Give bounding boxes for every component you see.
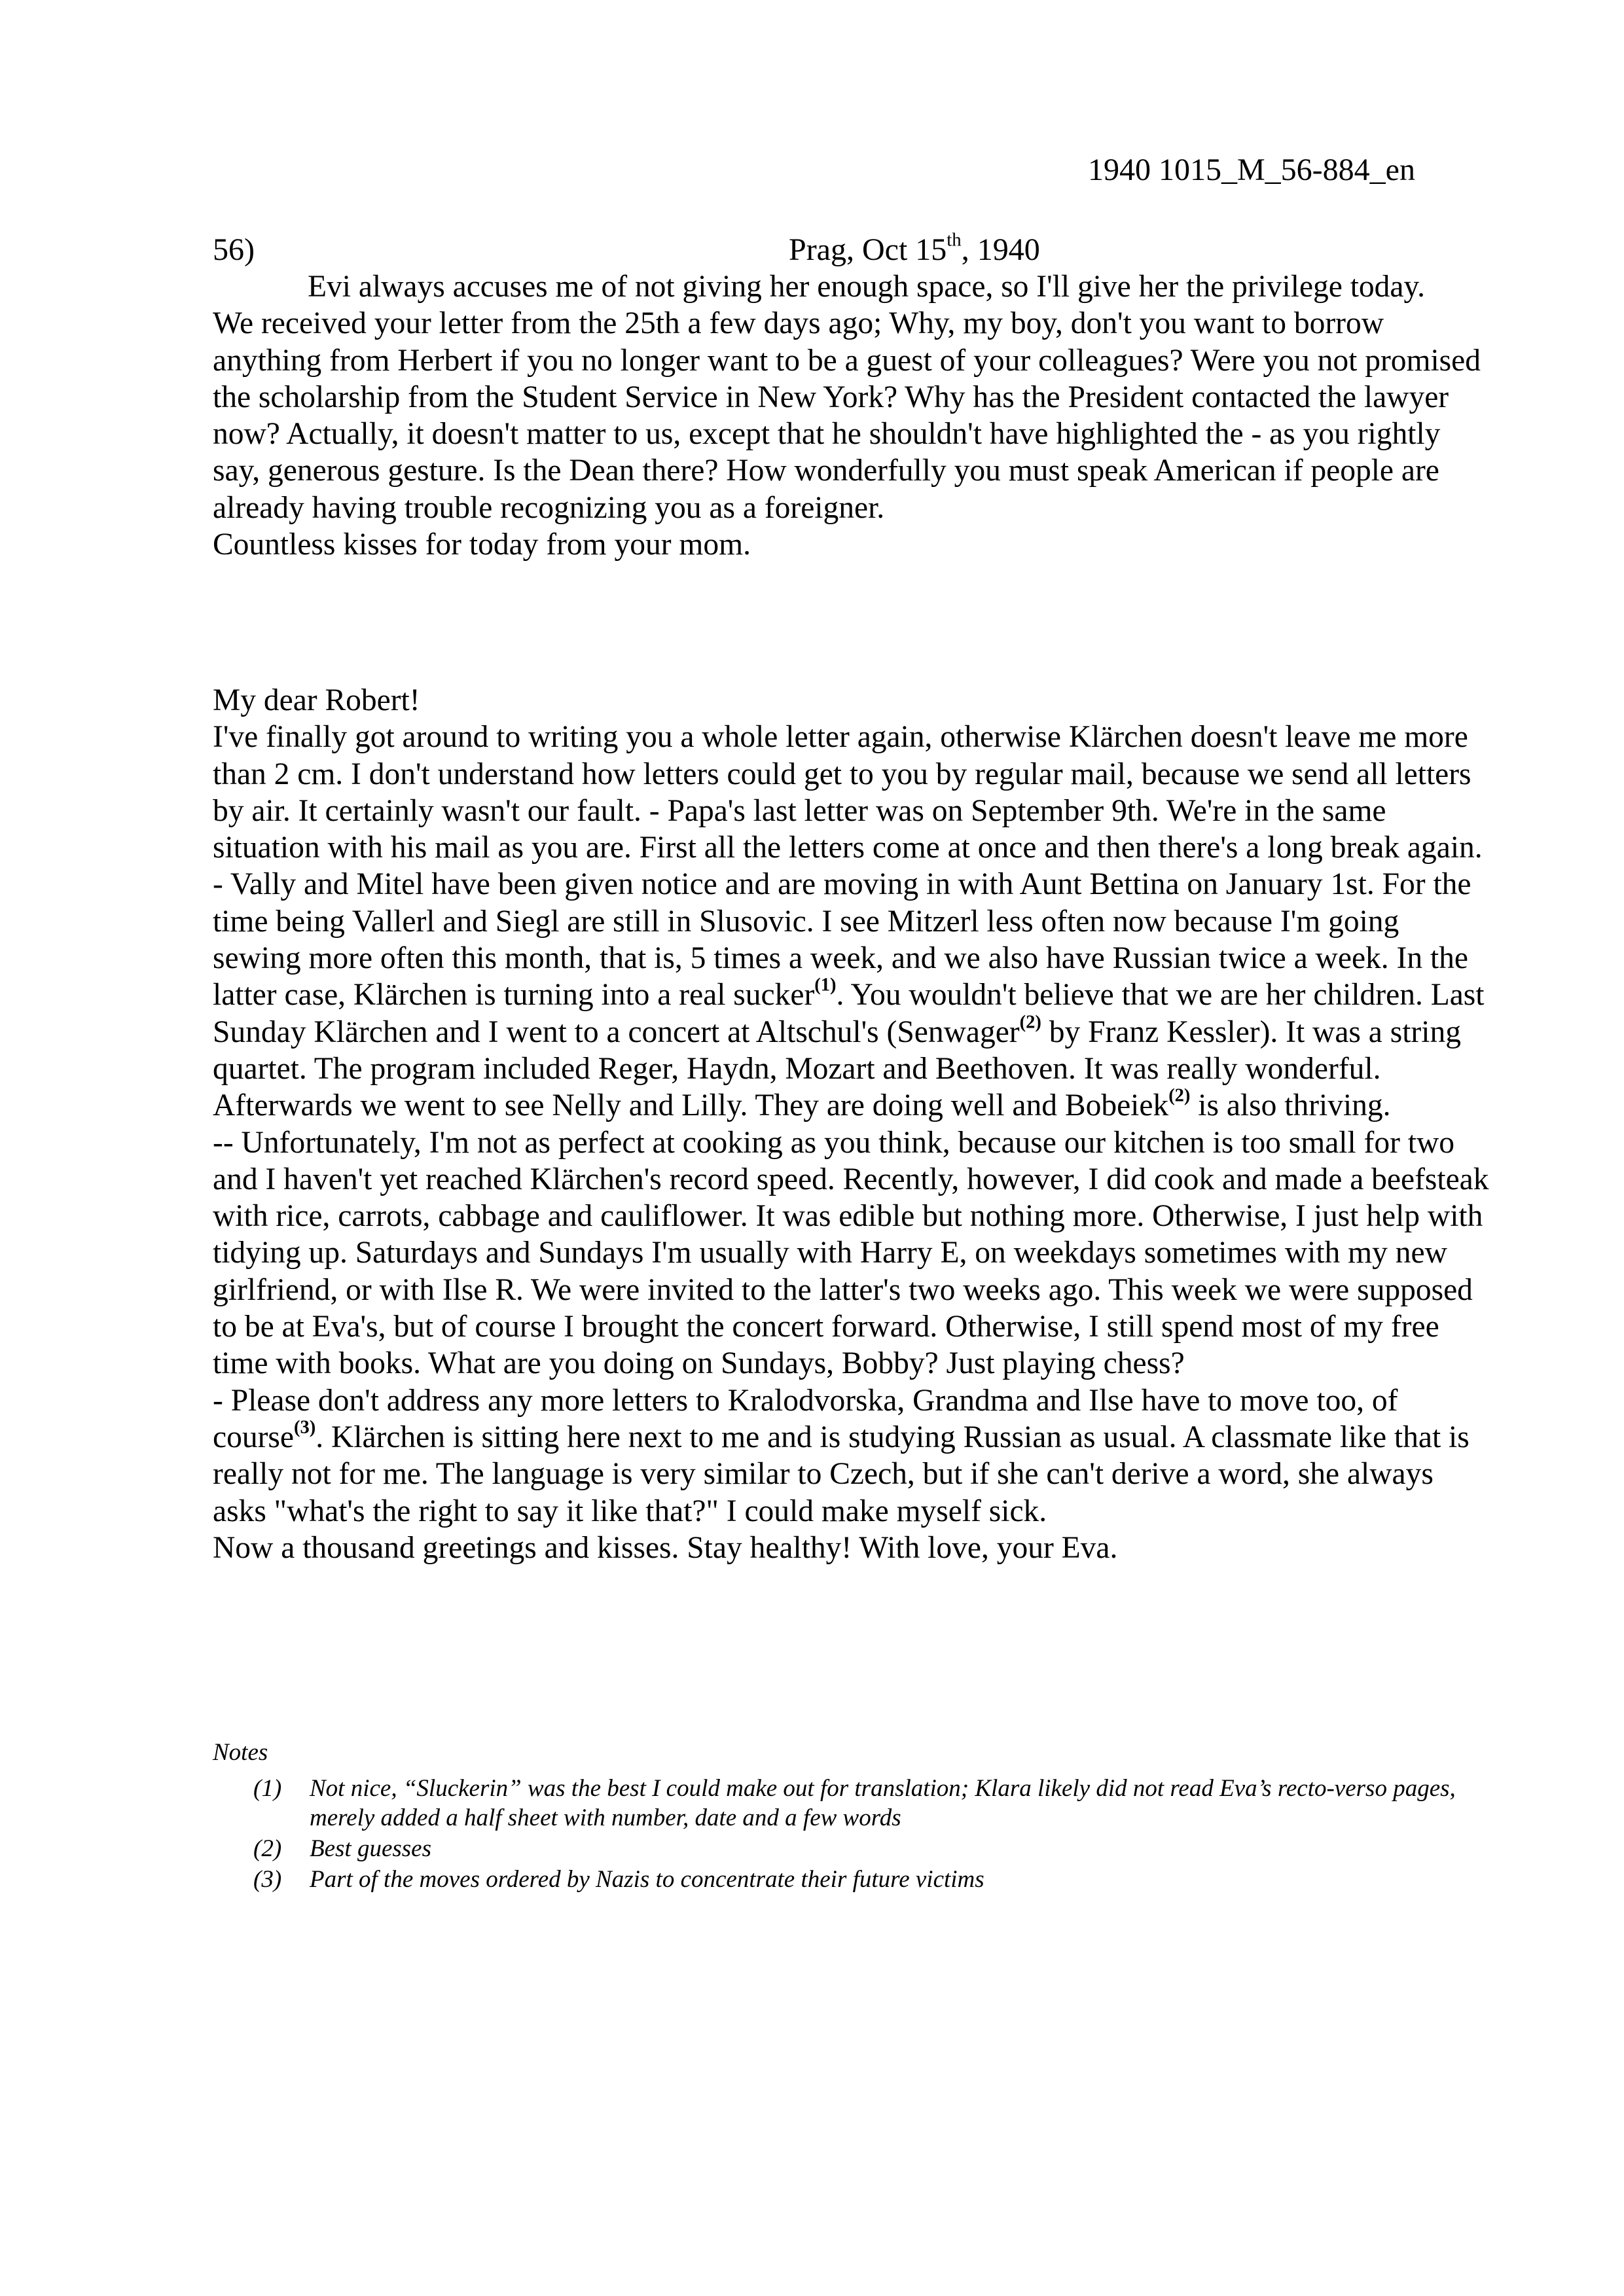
- footnote-ref-3: (3): [293, 1417, 316, 1438]
- notes-title: Notes: [213, 1739, 268, 1766]
- note-item: [213, 1774, 1489, 1833]
- eva-paragraph-family-text-c: by Franz Kessler). It was a string quartet. The program included Reger, Haydn, Mozart and Beethoven. It was really wonderful. Afterwards we went to see Nelly and Lilly. They are doing well and Bobeiek: [213, 1014, 1461, 1123]
- eva-paragraph-cooking: -- Unfortunately, I'm not as perfect at cooking as you think, because our kitchen is too small for two and I haven't yet reached Klärchen's record speed. Recently, however, I did cook and made a beefsteak with rice, carrots, cabbage and cauliflower. It was edible but nothing more. Otherwise, I just help with tidying up. Saturdays and Sundays I'm usually with Harry E, on weekdays sometimes with my new girlfriend, or with Ilse R. We were invited to the latter's two weeks ago. This week we were supposed to be at Eva's, but of course I brought the concert forward. Otherwise, I still spend most of my free time with books. What are you doing on Sundays, Bobby? Just playing chess?: [213, 1125, 1489, 1381]
- note-number: (1): [253, 1775, 282, 1802]
- mom-paragraph-intro: Evi always accuses me of not giving her enough space, so I'll give her the privilege today.: [308, 270, 1426, 304]
- eva-section: [213, 682, 1489, 1566]
- notes-list: [213, 1774, 1489, 1894]
- eva-paragraph-moving: [213, 1382, 1489, 1530]
- note-number: (3): [253, 1866, 282, 1893]
- mom-paragraph-closing: Countless kisses for today from your mom.: [213, 528, 751, 562]
- note-text: Part of the moves ordered by Nazis to concentrate their future victims: [310, 1866, 984, 1893]
- mom-section: [213, 268, 1489, 563]
- entry-number: 56): [213, 232, 255, 267]
- eva-paragraph-mail: I've finally got around to writing you a whole letter again, otherwise Klärchen doesn't leave me more than 2 cm. I don't understand how letters could get to you by regular mail, because we send all letters by air. It certainly wasn't our fault. - Papa's last letter was on September 9th. We're in the same situation with his mail as you are. First all the letters come at once and then there's a long break again.: [213, 720, 1483, 865]
- place-date-suffix: , 1940: [961, 232, 1040, 267]
- date-ordinal-suffix: th: [947, 229, 962, 251]
- eva-paragraph-family-text-b: . You wouldn't believe that we are her children. Last Sunday Klärchen and I went to a concert at Altschul's (Senwager: [213, 978, 1485, 1049]
- note-text: Not nice, “Sluckerin” was the best I could make out for translation; Klara likely did not read Eva’s recto-verso pages, merely added a half sheet with number, date and a few words: [310, 1775, 1456, 1831]
- letter-heading: [213, 229, 1489, 268]
- document-id: 1940 1015_M_56-884_en: [1088, 152, 1415, 187]
- mom-paragraph-main: We received your letter from the 25th a few days ago; Why, my boy, don't you want to borrow anything from Herbert if you no longer want to be a guest of your colleagues? Were you not promised the scholarship from the Student Service in New York? Why has the President contacted the lawyer now? Actually, it doesn't matter to us, except that he shouldn't have highlighted the - as you rightly say, generous gesture. Is the Dean there? How wonderfully you must speak American if people are already having trouble recognizing you as a foreigner.: [213, 306, 1481, 525]
- eva-salutation: My dear Robert!: [213, 683, 420, 717]
- eva-paragraph-family: [213, 866, 1489, 1124]
- eva-paragraph-family-text-a: - Vally and Mitel have been given notice and are moving in with Aunt Bettina on January 1st. For the time being Vallerl and Siegl are still in Slusovic. I see Mitzerl less often now because I'm going sewing more often this month, that is, 5 times a week, and we also have Russian twice a week. In the latter case, Klärchen is turning into a real sucker: [213, 867, 1471, 1013]
- place-date-prefix: Prag, Oct 15: [789, 232, 947, 267]
- place-date: [789, 229, 1040, 268]
- note-item: [213, 1834, 1489, 1863]
- eva-paragraph-moving-text-a: - Please don't address any more letters to Kralodvorska, Grandma and Ilse have to move too, of course: [213, 1383, 1398, 1454]
- eva-paragraph-family-text-d: is also thriving.: [1190, 1088, 1391, 1123]
- notes-section: [213, 1738, 1489, 1895]
- note-item: [213, 1865, 1489, 1894]
- note-text: Best guesses: [310, 1835, 431, 1862]
- note-number: (2): [253, 1835, 282, 1862]
- footnote-ref-2: (2): [1019, 1012, 1041, 1033]
- eva-paragraph-moving-text-b: . Klärchen is sitting here next to me and is studying Russian as usual. A classmate like that is really not for me. The language is very similar to Czech, but if she can't derive a word, she always asks "what's the right to say it like that?" I could make myself sick.: [213, 1420, 1470, 1528]
- footnote-ref-1: (1): [814, 975, 837, 996]
- footnote-ref-2b: (2): [1168, 1085, 1191, 1106]
- eva-closing: Now a thousand greetings and kisses. Stay healthy! With love, your Eva.: [213, 1530, 1118, 1565]
